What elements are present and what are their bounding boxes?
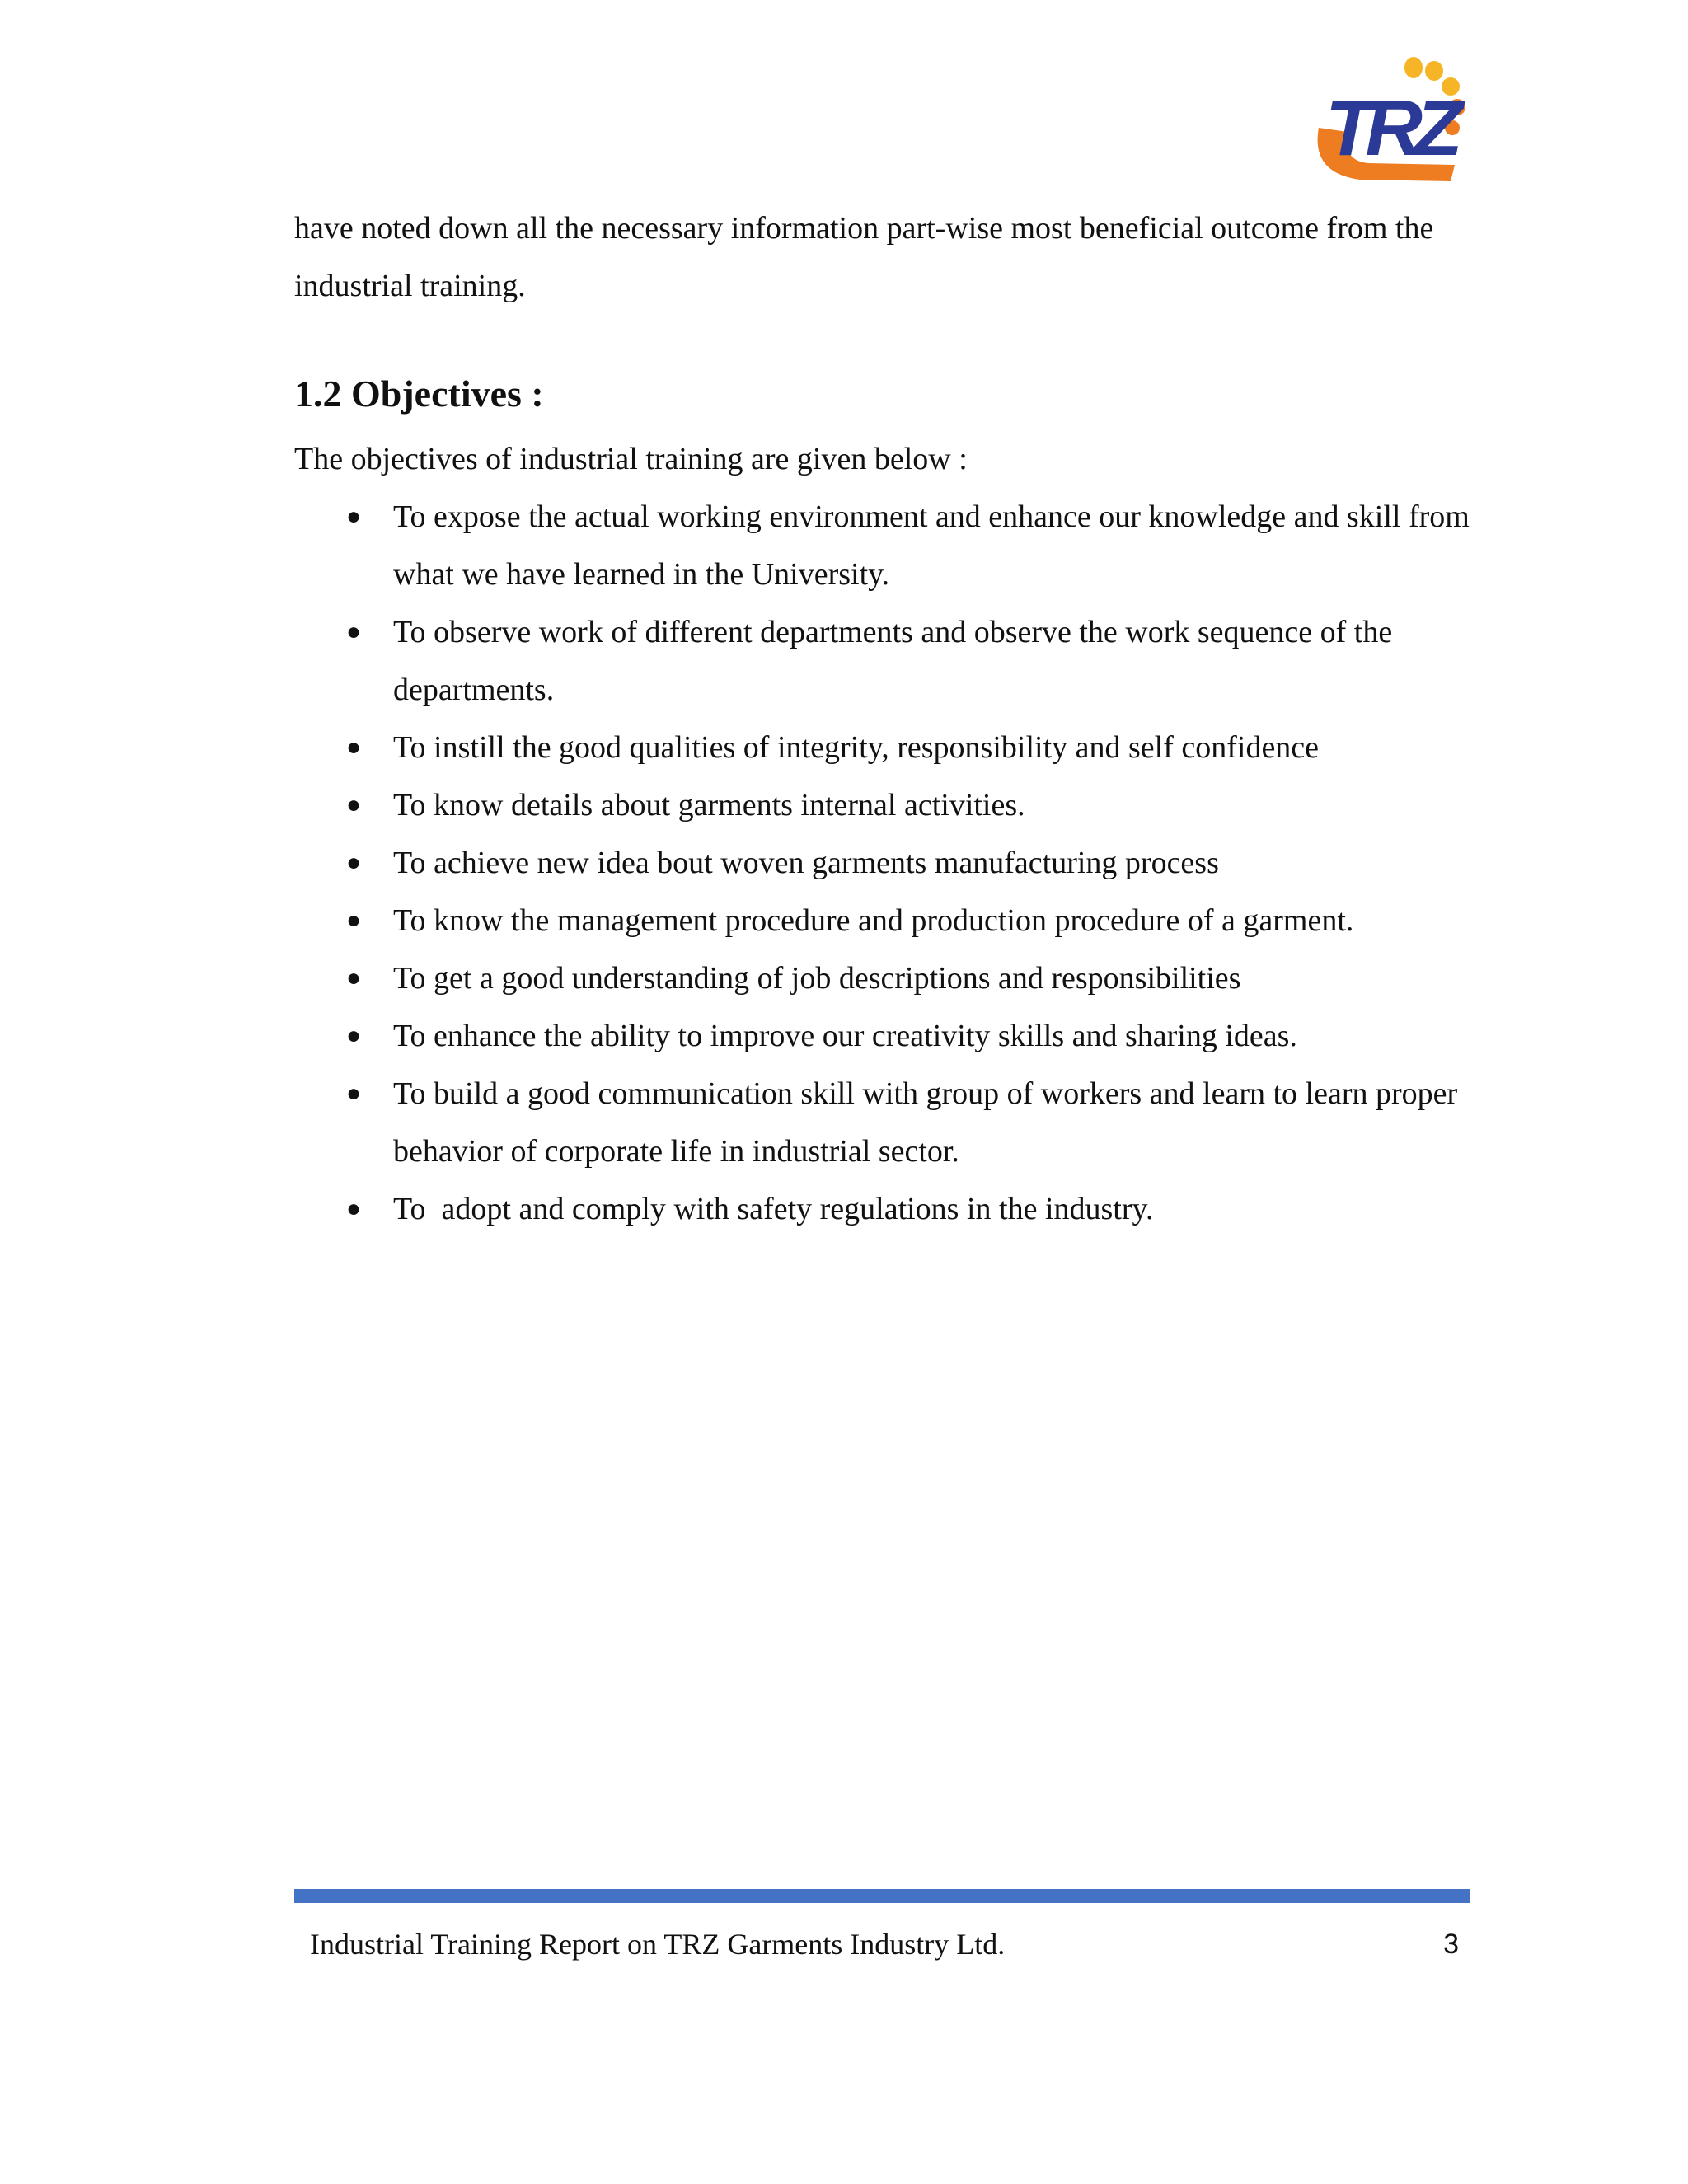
- objective-item: [294, 1007, 1481, 1065]
- objective-item: [294, 488, 1481, 603]
- objective-item: [294, 776, 1481, 834]
- page-body: [294, 199, 1481, 1238]
- footer-rule: [294, 1889, 1470, 1903]
- objective-item: [294, 1065, 1481, 1180]
- objective-text: To observe work of different departments and observe the work sequence of the departments.: [393, 615, 1393, 707]
- objective-text: To know details about garments internal activities.: [393, 788, 1025, 823]
- bullet-icon: ●: [346, 849, 362, 876]
- page-number: 3: [1443, 1929, 1459, 1960]
- objective-item: [294, 892, 1481, 949]
- bullet-icon: ●: [346, 791, 362, 818]
- objective-text: To build a good communication skill with group of workers and learn to learn proper behavior of corporate life in industrial sector.: [393, 1076, 1458, 1169]
- bullet-icon: ●: [346, 733, 362, 761]
- bullet-icon: ●: [346, 1080, 362, 1107]
- objective-item: [294, 834, 1481, 892]
- objective-text: To enhance the ability to improve our creativity skills and sharing ideas.: [393, 1019, 1297, 1053]
- objective-text: To instill the good qualities of integrity, responsibility and self confidence: [393, 730, 1320, 765]
- logo-text: TRZ: [1325, 84, 1455, 172]
- objective-item: [294, 1180, 1481, 1238]
- intro-paragraph: have noted down all the necessary information part-wise most beneficial outcome from the industrial training.: [294, 211, 1434, 303]
- bullet-icon: ●: [346, 964, 362, 991]
- objective-text: To achieve new idea bout woven garments manufacturing process: [393, 846, 1219, 880]
- objective-text: To get a good understanding of job descriptions and responsibilities: [393, 961, 1241, 996]
- objective-item: [294, 949, 1481, 1007]
- bullet-icon: ●: [346, 1022, 362, 1049]
- company-logo: [1311, 49, 1475, 190]
- bullet-icon: ●: [346, 907, 362, 934]
- objectives-list: [294, 488, 1481, 1238]
- footer-title: Industrial Training Report on TRZ Garments Industry Ltd.: [310, 1928, 1006, 1961]
- bullet-icon: ●: [346, 618, 362, 645]
- objective-text: To know the management procedure and production procedure of a garment.: [393, 903, 1354, 938]
- objectives-lead: The objectives of industrial training are given below :: [294, 442, 968, 476]
- section-heading-objectives: 1.2 Objectives :: [294, 373, 544, 415]
- objective-text: To adopt and comply with safety regulations in the industry.: [393, 1192, 1154, 1226]
- objective-item: [294, 603, 1481, 719]
- bullet-icon: ●: [346, 1195, 362, 1222]
- objective-text: To expose the actual working environment and enhance our knowledge and skill from what we have learned in the University.: [393, 499, 1470, 592]
- logo-petal: [1425, 61, 1443, 81]
- bullet-icon: ●: [346, 503, 362, 530]
- objective-item: [294, 719, 1481, 776]
- logo-petal: [1404, 57, 1423, 78]
